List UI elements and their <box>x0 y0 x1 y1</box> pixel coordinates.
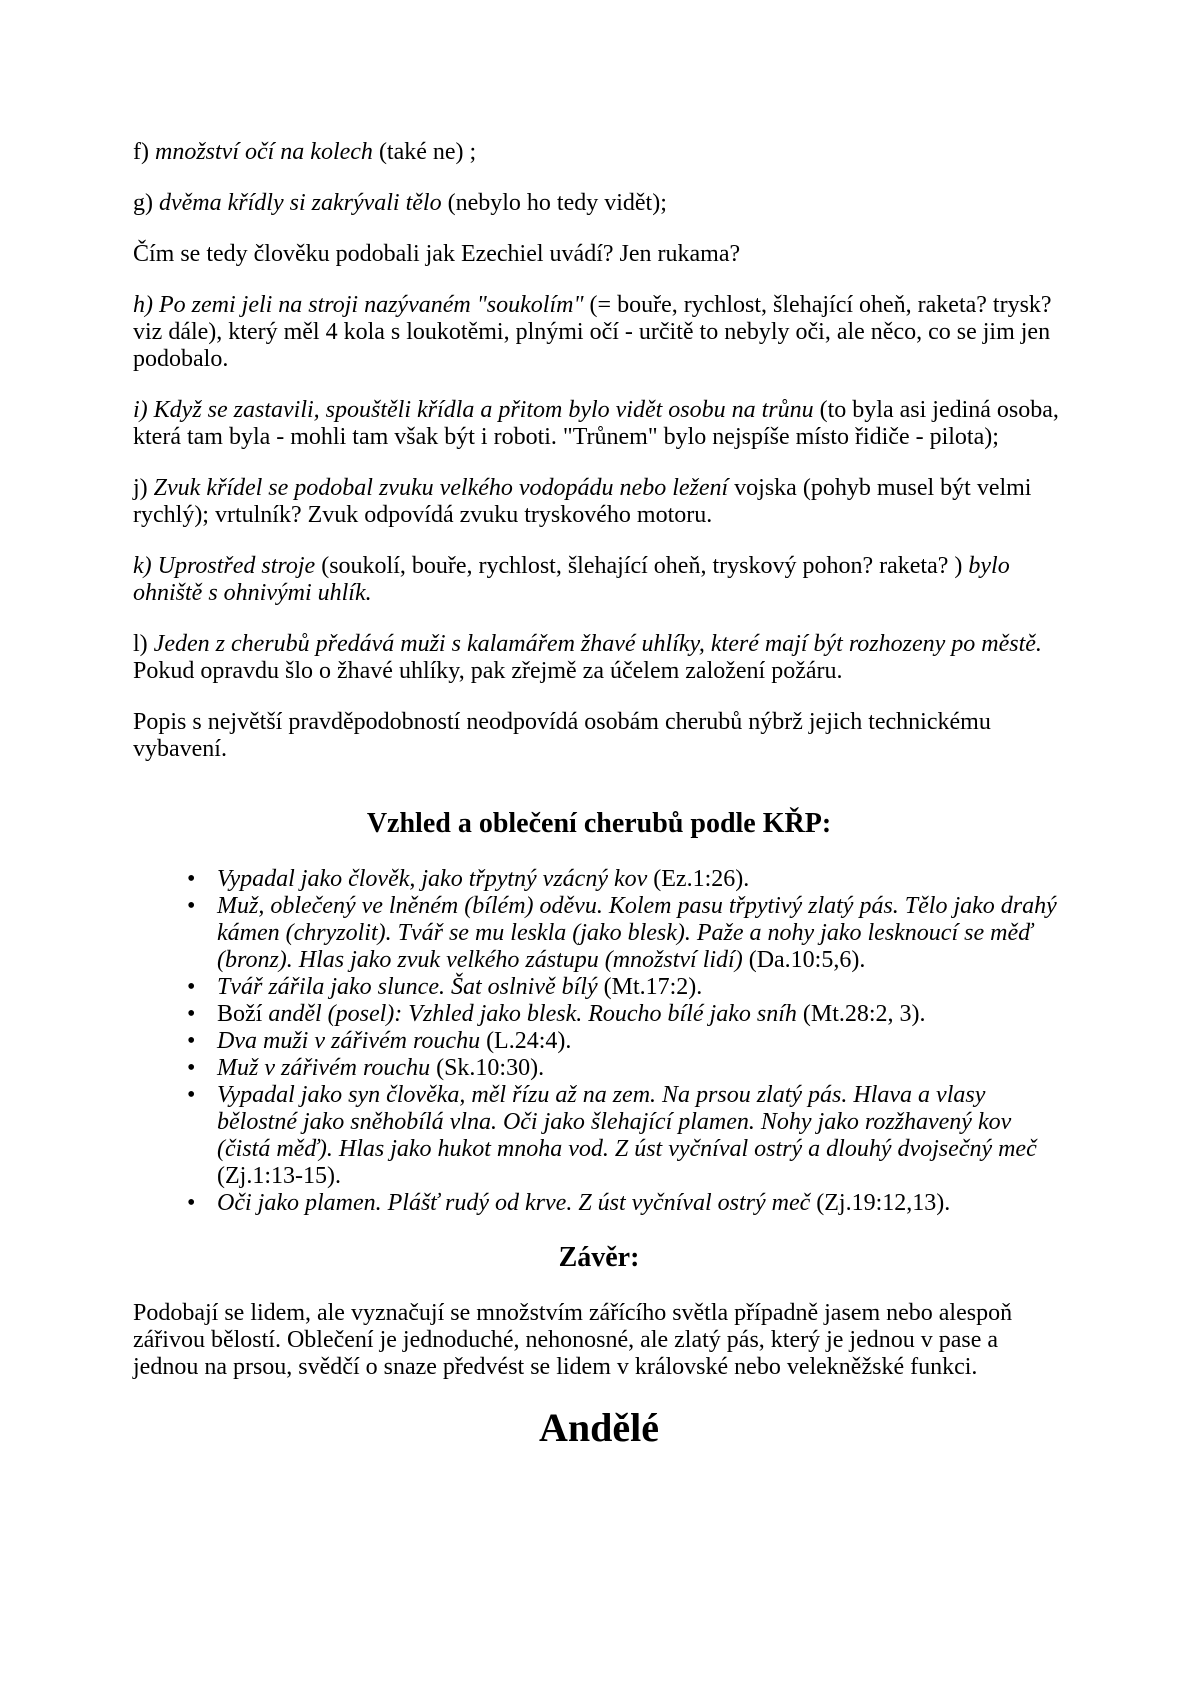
text-segment: Boží <box>217 1001 269 1027</box>
text-segment: (L.24:4). <box>480 1028 572 1054</box>
paragraph-g <box>133 190 1065 217</box>
list-item-appearance-3 <box>217 974 1065 1001</box>
italic-text-segment: Zvuk křídel se podobal zvuku velkého vodopádu nebo ležení <box>153 475 729 501</box>
text-segment: (Mt.17:2). <box>597 974 703 1000</box>
italic-text-segment: h) Po zemi jeli na stroji nazývaném "soukolím" <box>133 292 584 318</box>
list-item-appearance-1 <box>217 866 1065 893</box>
italic-text-segment: Muž v zářivém rouchu <box>217 1055 431 1081</box>
list-item-appearance-8 <box>217 1190 1065 1217</box>
paragraph-k <box>133 553 1065 607</box>
paragraph-h <box>133 292 1065 373</box>
paragraph-question <box>133 241 1065 268</box>
italic-text-segment: Jeden z cherubů předává muži s kalamářem žhavé uhlíky, které mají být rozhozeny po městě. <box>153 631 1042 657</box>
text-segment: (Ez.1:26). <box>647 866 750 892</box>
paragraph-l <box>133 631 1065 685</box>
text-segment: (Sk.10:30). <box>430 1055 545 1081</box>
paragraph-j <box>133 475 1065 529</box>
italic-text-segment: Muž, oblečený ve lněném (bílém) oděvu. Kolem pasu třpytivý zlatý pás. Tělo jako drahý kámen (chryzolit). Tvář se mu leskla (jako blesk). Paže a nohy jako lesknoucí se měď (bronz). Hlas jako zvuk velkého zástupu (množství lidí) <box>217 893 1057 973</box>
list-item-appearance-4 <box>217 1001 1065 1028</box>
list-item-appearance-2 <box>217 893 1065 974</box>
text-segment: (nebylo ho tedy vidět); <box>441 190 667 216</box>
section-heading-conclusion: Závěr: <box>558 1242 640 1273</box>
appearance-bullet-list <box>133 866 1065 1217</box>
paragraph-conclusion <box>133 1300 1065 1381</box>
italic-text-segment: Tvář zářila jako slunce. Šat oslnivě bílý <box>217 974 598 1000</box>
text-segment: j) <box>133 475 154 501</box>
text-segment: Popis s největší pravděpodobností neodpovídá osobám cherubů nýbrž jejich technickému vybavení. <box>133 709 991 762</box>
italic-text-segment: Dva muži v zářivém rouchu <box>217 1028 481 1054</box>
italic-text-segment: dvěma křídly si zakrývali tělo <box>159 190 442 216</box>
text-segment: Podobají se lidem, ale vyznačují se množstvím zářícího světla případně jasem nebo alespoň zářivou bělostí. Oblečení je jednoduché, nehonosné, ale zlatý pás, který je jednou v pase a jednou na prsou, svědčí o snaze předvést se lidem v královské nebo velekněžské funkci. <box>133 1300 1013 1380</box>
text-segment: (Zj.1:13-15). <box>217 1163 341 1189</box>
italic-text-segment: i) Když se zastavili, spouštěli křídla a přitom bylo vidět osobu na trůnu <box>133 397 814 423</box>
list-item-appearance-5 <box>217 1028 1065 1055</box>
text-segment: (to byla asi jediná osoba, která tam byla - mohli tam však být i roboti. "Trůnem" bylo nejspíše místo řidiče - pilota); <box>133 397 1059 450</box>
text-segment: (také ne) ; <box>372 139 477 165</box>
paragraph-f <box>133 139 1065 166</box>
text-segment: Pokud opravdu šlo o žhavé uhlíky, pak zřejmě za účelem založení požáru. <box>133 658 843 684</box>
italic-text-segment: Oči jako plamen. Plášť rudý od krve. Z úst vyčníval ostrý meč <box>217 1190 811 1216</box>
italic-text-segment: množství očí na kolech <box>154 139 373 165</box>
text-segment: (Mt.28:2, 3). <box>796 1001 926 1027</box>
text-segment: (soukolí, bouře, rychlost, šlehající oheň, tryskový pohon? raketa? ) <box>315 553 969 579</box>
page-heading-angels: Andělé <box>539 1405 659 1450</box>
text-segment: l) <box>133 631 154 657</box>
text-segment: (= bouře, rychlost, šlehající oheň, raketa? trysk? viz dále), který měl 4 kola s loukotěmi, plnými očí - určitě to nebyly oči, ale něco, co se jim jen podobalo. <box>133 292 1052 372</box>
text-segment: f) <box>133 139 155 165</box>
list-item-appearance-7 <box>217 1082 1065 1190</box>
text-segment: vojska (pohyb musel být velmi rychlý); vrtulník? Zvuk odpovídá zvuku tryskového motoru. <box>133 475 1032 528</box>
italic-text-segment: Vypadal jako syn člověka, měl řízu až na zem. Na prsou zlatý pás. Hlava a vlasy bělostné jako sněhobílá vlna. Oči jako šlehající plamen. Nohy jako rozžhavený kov (čistá měď). Hlas jako hukot mnoha vod. Z úst vyčníval ostrý a dlouhý dvojsečný meč <box>217 1082 1037 1162</box>
italic-text-segment: bylo ohniště s ohnivými uhlík. <box>133 553 1010 606</box>
paragraph-i <box>133 397 1065 451</box>
section-heading-appearance: Vzhled a oblečení cherubů podle KŘP: <box>366 808 832 839</box>
text-segment: (Zj.19:12,13). <box>810 1190 951 1216</box>
italic-text-segment: k) Uprostřed stroje <box>133 553 316 579</box>
paragraph-popis <box>133 709 1065 763</box>
italic-text-segment: anděl (posel): Vzhled jako blesk. Roucho bílé jako sníh <box>268 1001 797 1027</box>
list-item-appearance-6 <box>217 1055 1065 1082</box>
italic-text-segment: Vypadal jako člověk, jako třpytný vzácný kov <box>217 866 648 892</box>
text-segment: (Da.10:5,6). <box>742 947 866 973</box>
text-segment: Čím se tedy člověku podobali jak Ezechiel uvádí? Jen rukama? <box>133 241 741 267</box>
text-segment: g) <box>133 190 159 216</box>
